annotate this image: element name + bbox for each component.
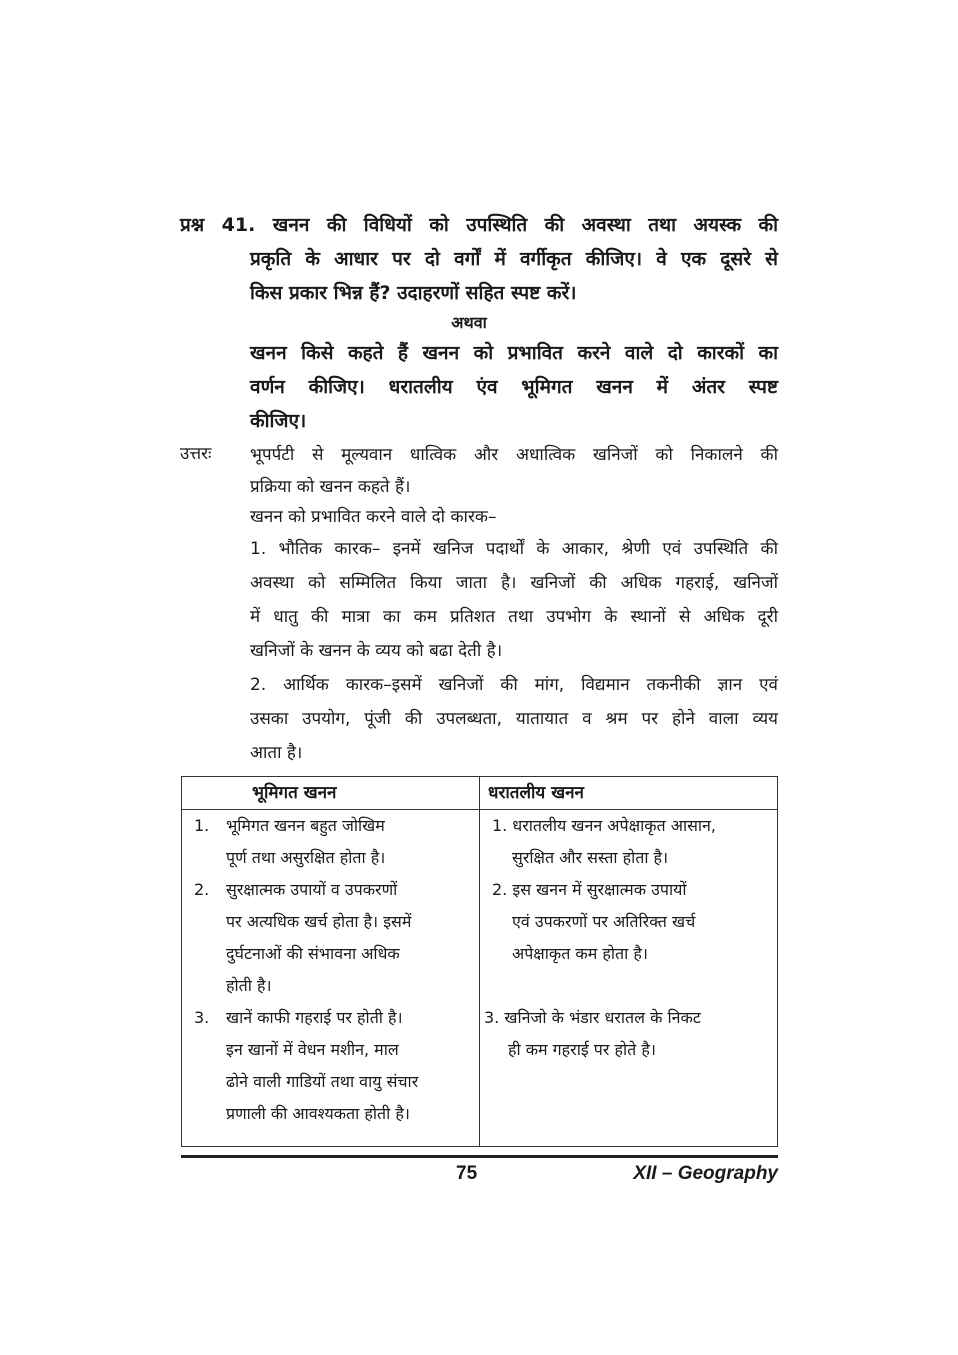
list-item: 3. खनिजो के भंडार धरातल के निकट ही कम गहराई पर होते है।: [484, 1008, 701, 1059]
footer-rule: [181, 1155, 778, 1158]
answer-definition-1: भूपर्पटी से मूल्यवान धात्विक और अधात्विक खनिजों को निकालने की: [250, 445, 778, 465]
alt-question-line-1: खनन किसे कहते हैं खनन को प्रभावित करने वाले दो कारकों का: [250, 342, 778, 364]
answer-definition-2: प्रक्रिया को खनन कहते हैं।: [250, 477, 411, 497]
question-block: [180, 208, 778, 438]
factor1-line-3: में धातु की मात्रा का कम प्रतिशत तथा उपभोग के स्थानों से अधिक दूरी: [250, 607, 778, 627]
factor1-line-2: अवस्था को सम्मिलित किया जाता है। खनिजों की अधिक गहराई, खनिजों: [250, 573, 778, 593]
question-line-1: प्रश्न 41. खनन की विधियों को उपस्थिति की अवस्था तथा अयस्क की: [180, 214, 778, 236]
list-item: 1. भूमिगत खनन बहुत जोखिम पूर्ण तथा असुरक्षित होता है।: [194, 816, 386, 867]
list-item: 1. धरातलीय खनन अपेक्षाकृत आसान, सुरक्षित और सस्ता होता है।: [492, 816, 716, 867]
factor1-line-1: 1. भौतिक कारक– इनमें खनिज पदार्थों के आकार, श्रेणी एवं उपस्थिति की: [250, 539, 778, 559]
underground-column: [182, 810, 480, 1147]
question-number: प्रश्न 41.: [180, 214, 256, 236]
comparison-table: [181, 776, 778, 1147]
list-item: 3. खानें काफी गहराई पर होती है। इन खानों में वेधन मशीन, माल ढोने वाली गाडियों तथा वायु संचार प्रणाली की आवश्यकता होती है।: [194, 1008, 419, 1123]
alt-question-line-2: वर्णन कीजिए। धरातलीय एंव भूमिगत खनन में अंतर स्पष्ट: [250, 376, 778, 398]
factor2-line-2: उसका उपयोग, पूंजी की उपलब्धता, यातायात व श्रम पर होने वाला व्यय: [250, 709, 778, 729]
factor2-line-3: आता है।: [250, 743, 303, 763]
question-line-3: किस प्रकार भिन्न हैं? उदाहरणों सहित स्पष्ट करें।: [250, 282, 577, 304]
list-item: 2. सुरक्षात्मक उपायों व उपकरणों पर अत्यधिक खर्च होता है। इसमें दुर्घटनाओं की संभावना अधिक होती है।: [194, 880, 412, 995]
question-line-2: प्रकृति के आधार पर दो वर्गों में वर्गीकृत कीजिए। वे एक दूसरे से: [250, 248, 778, 270]
or-label: अथवा: [451, 313, 487, 332]
answer-block: [180, 438, 778, 770]
page-number: 75: [456, 1163, 478, 1184]
surface-column: [480, 810, 778, 1147]
factor2-line-1: 2. आर्थिक कारक–इसमें खनिजों की मांग, विद्यमान तकनीकी ज्ञान एवं: [250, 675, 778, 695]
subject-label: XII – Geography: [633, 1163, 778, 1184]
alt-question-line-3: कीजिए।: [250, 410, 307, 432]
list-item: 2. इस खनन में सुरक्षात्मक उपायों एवं उपकरणों पर अतिरिक्त खर्च अपेक्षाकृत कम होता है।: [492, 880, 696, 963]
factor1-line-4: खनिजों के खनन के व्यय को बढा देती है।: [250, 641, 503, 661]
header-surface-mining: धरातलीय खनन: [480, 777, 778, 810]
header-underground-mining: भूमिगत खनन: [182, 777, 480, 810]
factors-heading: खनन को प्रभावित करने वाले दो कारक–: [250, 507, 497, 527]
answer-label: उत्तरः: [180, 444, 212, 464]
